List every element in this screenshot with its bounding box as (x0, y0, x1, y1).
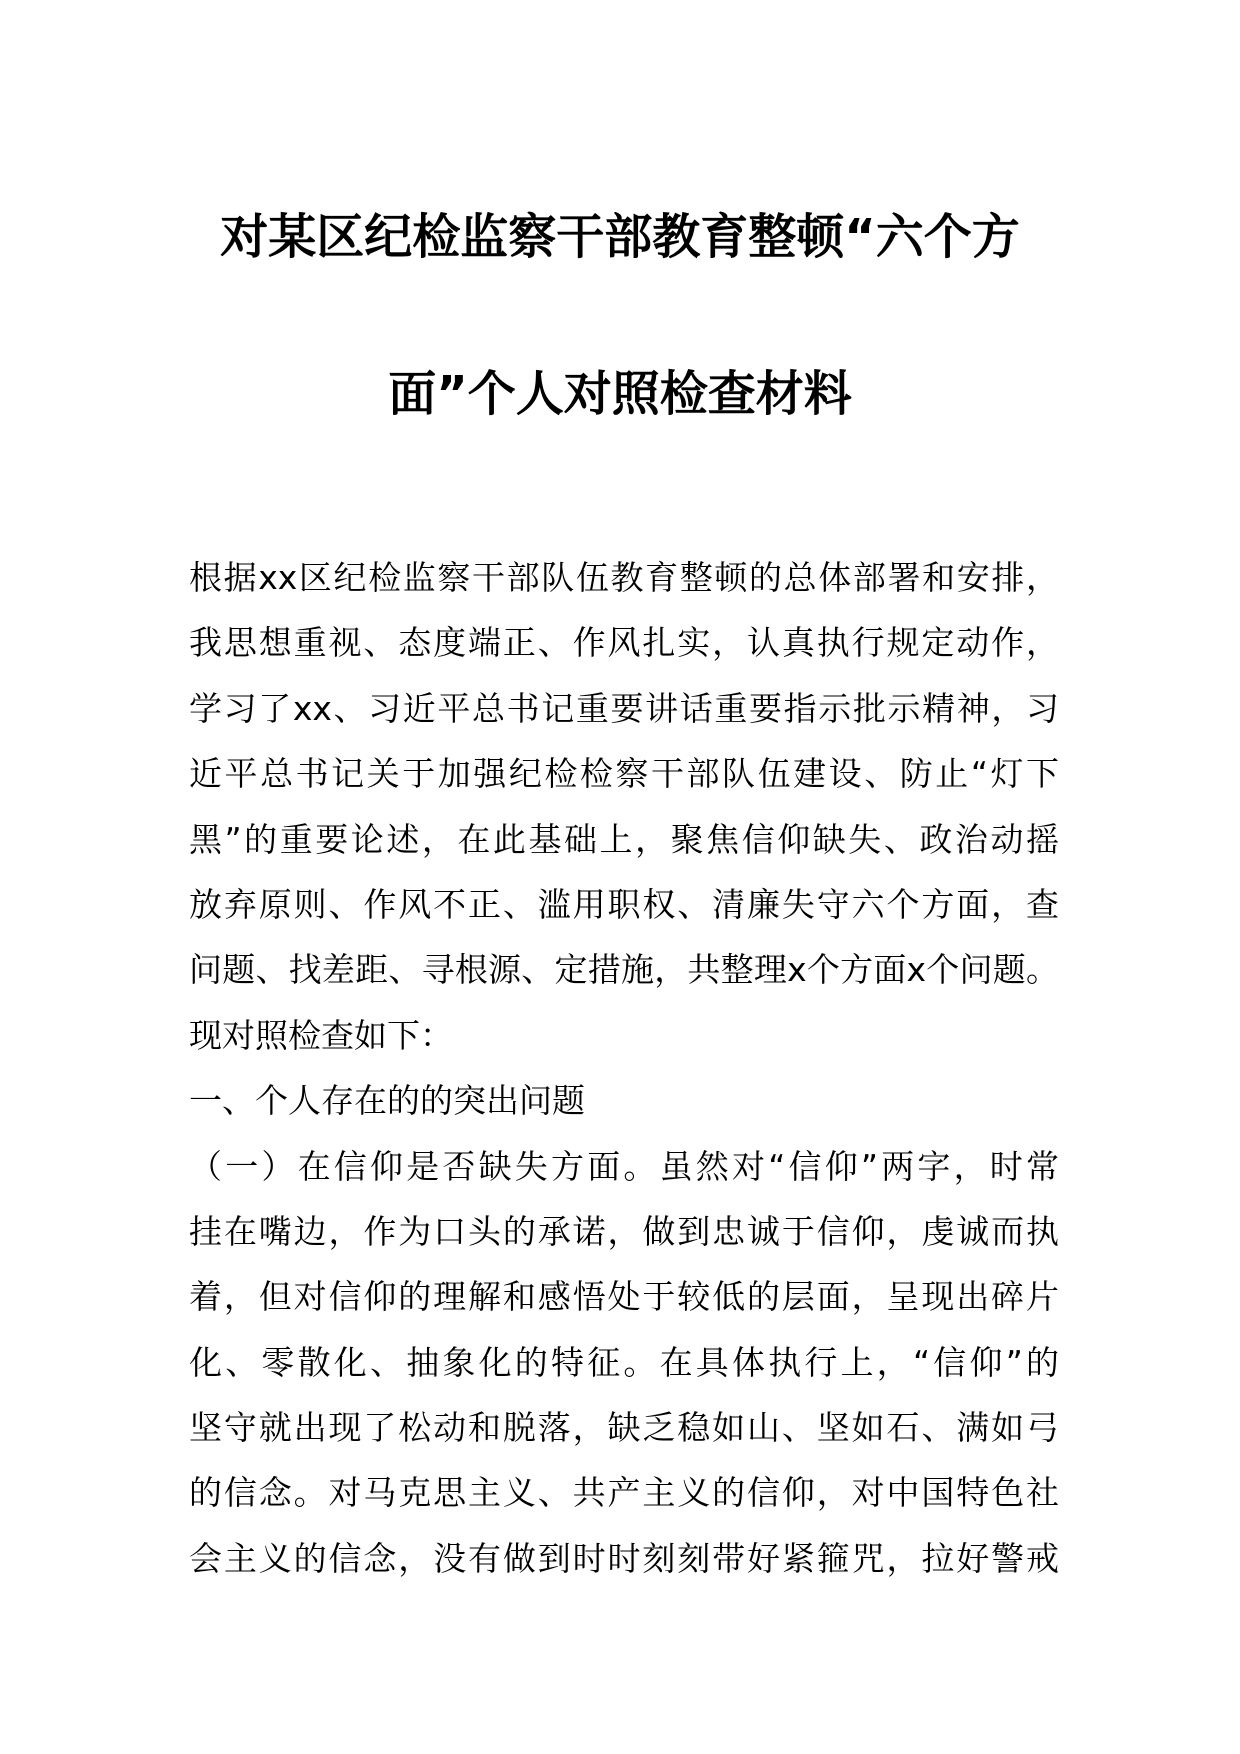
body-line: 挂在嘴边，作为口头的承诺，做到忠诚于信仰，虔诚而执 (189, 1211, 1059, 1251)
body-line: 近平总书记关于加强纪检检察干部队伍建设、防止“灯下 (189, 754, 1059, 794)
body-line: 学习了xx、习近平总书记重要讲话重要指示批示精神，习 (189, 688, 1059, 728)
document-title-line-1: 对某区纪检监察干部教育整顿“六个方 (220, 209, 1020, 265)
document-title-line-2: 面”个人对照检查材料 (388, 366, 852, 422)
body-line: 根据xx区纪检监察干部队伍教育整顿的总体部署和安排， (189, 558, 1059, 597)
body-line: 会主义的信念，没有做到时时刻刻带好紧箍咒，拉好警戒 (189, 1538, 1059, 1578)
body-line: 我思想重视、态度端正、作风扎实，认真执行规定动作， (189, 623, 1059, 663)
section-heading: 一、个人存在的的突出问题 (189, 1081, 585, 1121)
document-body (189, 545, 1059, 1591)
body-line: （一）在信仰是否缺失方面。虽然对“信仰”两字，时常 (189, 1146, 1059, 1186)
body-line: 放弃原则、作风不正、滥用职权、清廉失守六个方面，查 (189, 884, 1059, 924)
body-line: 现对照检查如下： (189, 1015, 453, 1055)
body-line: 黑”的重要论述，在此基础上，聚焦信仰缺失、政治动摇 (189, 819, 1059, 859)
body-line: 着，但对信仰的理解和感悟处于较低的层面，呈现出碎片 (189, 1277, 1059, 1317)
body-line: 化、零散化、抽象化的特征。在具体执行上，“信仰”的 (189, 1342, 1059, 1382)
body-line: 的信念。对马克思主义、共产主义的信仰，对中国特色社 (189, 1473, 1059, 1513)
body-line: 问题、找差距、寻根源、定措施，共整理x个方面x个问题。 (189, 950, 1059, 990)
body-line: 坚守就出现了松动和脱落，缺乏稳如山、坚如石、满如弓 (189, 1408, 1059, 1448)
